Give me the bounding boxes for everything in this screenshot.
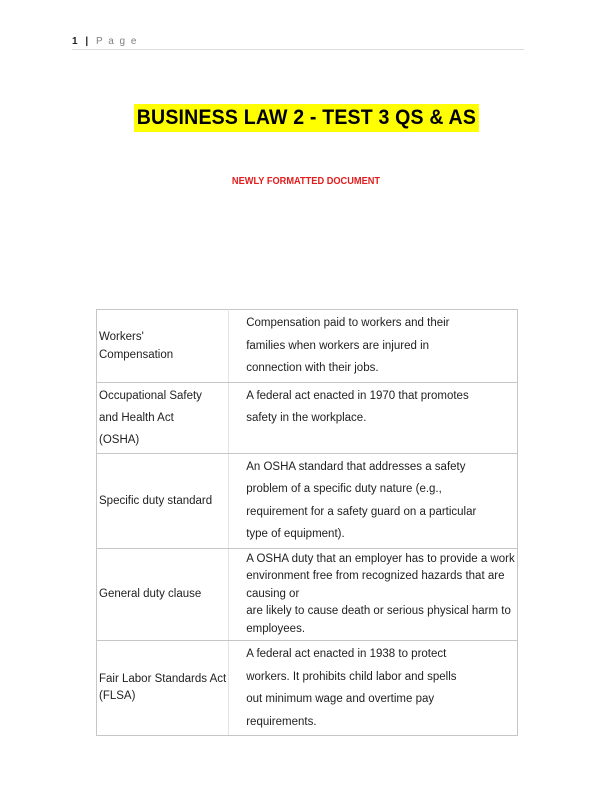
term-cell <box>97 548 229 641</box>
definition-line: requirement for a safety guard on a particular <box>246 505 477 518</box>
definition-line: requirements. <box>246 715 317 728</box>
term-line: Workers' <box>99 330 144 343</box>
definition-line: An OSHA standard that addresses a safety <box>246 460 466 473</box>
term-line: Occupational Safety <box>99 389 202 402</box>
term-line: Specific duty standard <box>99 494 213 507</box>
term-cell <box>97 453 229 548</box>
definition-line: workers. It prohibits child labor and spells <box>246 670 457 683</box>
definition-line: safety in the workplace. <box>246 412 367 424</box>
page-separator: | <box>85 36 90 47</box>
term-cell <box>97 382 229 453</box>
table-row <box>97 548 518 641</box>
definition-cell <box>229 310 517 383</box>
definition-line: connection with their jobs. <box>246 362 379 374</box>
definition-line: out minimum wage and overtime pay <box>246 693 435 705</box>
definition-line: are likely to cause death or serious physical harm to <box>246 605 511 617</box>
definition-line: environment free from recognized hazards that are <box>246 570 505 582</box>
definition-line: employees. <box>246 622 306 635</box>
term-cell <box>97 641 229 736</box>
definition-cell <box>229 548 517 641</box>
term-line: (FLSA) <box>99 690 136 702</box>
term-line: and Health Act <box>99 411 174 424</box>
definition-cell <box>229 453 517 548</box>
term-cell <box>97 310 229 383</box>
definition-line: type of equipment). <box>246 528 345 540</box>
table-row <box>97 310 518 383</box>
definition-line: families when workers are injured in <box>246 339 430 352</box>
document-subtitle: NEWLY FORMATTED DOCUMENT <box>231 175 381 187</box>
page-word: P a g e <box>95 36 138 47</box>
page-header <box>72 36 524 50</box>
term-line: (OSHA) <box>99 433 140 446</box>
document-title: BUSINESS LAW 2 - TEST 3 QS & AS <box>134 104 479 132</box>
qa-table <box>96 309 518 736</box>
definition-line: A federal act enacted in 1938 to protect <box>246 648 447 660</box>
definition-line: problem of a specific duty nature (e.g., <box>246 483 442 495</box>
definition-line: A federal act enacted in 1970 that promotes <box>246 389 469 402</box>
definition-cell <box>229 382 517 453</box>
title-container <box>0 104 612 132</box>
definition-line: Compensation paid to workers and their <box>246 317 450 329</box>
term-line: Fair Labor Standards Act <box>99 673 227 685</box>
term-line: General duty clause <box>99 588 202 601</box>
definition-cell <box>229 641 517 736</box>
table-row <box>97 641 518 736</box>
definition-line: causing or <box>246 587 300 600</box>
table-row <box>97 453 518 548</box>
definition-line: A OSHA duty that an employer has to provide a work <box>246 552 515 565</box>
term-line: Compensation <box>99 348 174 361</box>
page-number: 1 <box>72 36 80 47</box>
table-row <box>97 382 518 453</box>
